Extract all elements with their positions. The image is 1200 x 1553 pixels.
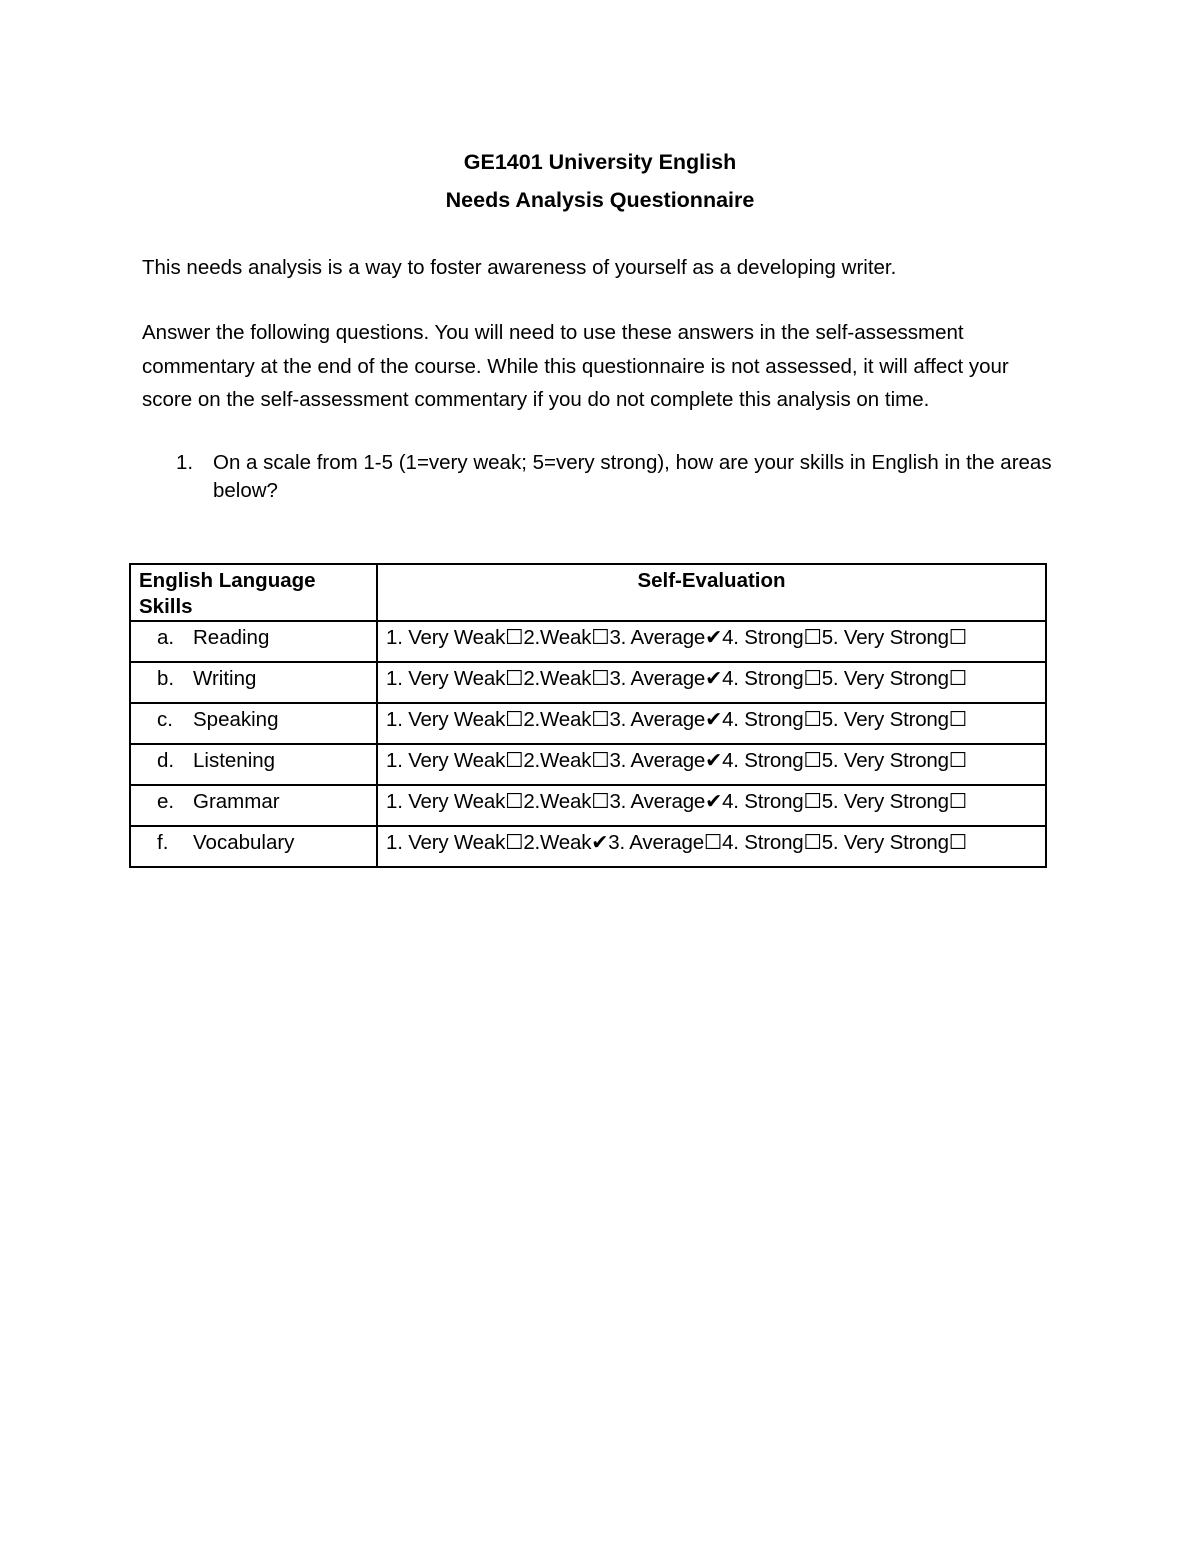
empty-checkbox-icon[interactable]: ☐ [505, 667, 524, 690]
option-label: 3. Average [608, 831, 704, 854]
table-header-row [130, 564, 1046, 621]
evaluation-cell [377, 703, 1046, 744]
option-label: 1. Very Weak [386, 667, 506, 690]
skill-name: Listening [193, 749, 276, 772]
questionnaire-title: Needs Analysis Questionnaire [445, 188, 755, 212]
option-label: 1. Very Weak [386, 790, 506, 813]
instructions-paragraph: Answer the following questions. You will need to use these answers in the self-assessment commentary at the end of the course. While this questionnaire is not assessed, it will affect your score on the self-assessment commentary if you do not complete this analysis on time. [142, 321, 1009, 411]
option-label: 5. Very Strong [821, 790, 949, 813]
skill-cell [130, 662, 377, 703]
option-label: 5. Very Strong [821, 831, 949, 854]
option-label: 4. Strong [722, 667, 804, 690]
table-row [130, 662, 1046, 703]
question-number: 1. [176, 451, 194, 474]
empty-checkbox-icon[interactable]: ☐ [948, 831, 967, 854]
empty-checkbox-icon[interactable]: ☐ [803, 667, 822, 690]
option-label: 4. Strong [722, 708, 804, 731]
header-evaluation: Self-Evaluation [377, 564, 1046, 621]
checked-box-icon[interactable]: ✔ [705, 749, 723, 772]
option-label: 1. Very Weak [386, 831, 506, 854]
option-label: 3. Average [609, 749, 706, 772]
skill-cell [130, 703, 377, 744]
evaluation-cell [377, 785, 1046, 826]
empty-checkbox-icon[interactable]: ☐ [803, 831, 822, 854]
checked-box-icon[interactable]: ✔ [705, 708, 723, 731]
skill-name: Writing [193, 667, 257, 690]
evaluation-cell [377, 621, 1046, 662]
skill-name: Reading [193, 626, 270, 649]
document-title [0, 143, 1200, 219]
empty-checkbox-icon[interactable]: ☐ [948, 749, 967, 772]
evaluation-cell [377, 662, 1046, 703]
empty-checkbox-icon[interactable]: ☐ [505, 708, 524, 731]
option-label: 5. Very Strong [821, 667, 949, 690]
empty-checkbox-icon[interactable]: ☐ [505, 790, 524, 813]
skill-cell [130, 744, 377, 785]
skill-name: Speaking [193, 708, 279, 731]
option-label: 3. Average [609, 790, 706, 813]
checked-box-icon[interactable]: ✔ [705, 667, 723, 690]
table-row [130, 785, 1046, 826]
skill-cell [130, 785, 377, 826]
empty-checkbox-icon[interactable]: ☐ [591, 626, 610, 649]
empty-checkbox-icon[interactable]: ☐ [803, 749, 822, 772]
question-text: On a scale from 1-5 (1=very weak; 5=very strong), how are your skills in English in the areas below? [213, 451, 1052, 502]
option-label: 1. Very Weak [386, 708, 506, 731]
skill-cell [130, 826, 377, 867]
empty-checkbox-icon[interactable]: ☐ [591, 667, 610, 690]
empty-checkbox-icon[interactable]: ☐ [591, 790, 610, 813]
skills-table-body [130, 621, 1046, 867]
option-label: 2.Weak [523, 708, 592, 731]
skill-letter: d. [157, 749, 175, 772]
option-label: 3. Average [609, 626, 706, 649]
empty-checkbox-icon[interactable]: ☐ [803, 708, 822, 731]
empty-checkbox-icon[interactable]: ☐ [505, 626, 524, 649]
evaluation-cell [377, 826, 1046, 867]
option-label: 1. Very Weak [386, 749, 506, 772]
skill-cell [130, 621, 377, 662]
option-label: 2.Weak [523, 749, 592, 772]
empty-checkbox-icon[interactable]: ☐ [803, 626, 822, 649]
skill-letter: b. [157, 667, 175, 690]
question-1 [176, 449, 1056, 505]
empty-checkbox-icon[interactable]: ☐ [505, 831, 524, 854]
option-label: 2.Weak [523, 667, 592, 690]
intro-paragraph: This needs analysis is a way to foster awareness of yourself as a developing writer. [142, 256, 897, 279]
option-label: 1. Very Weak [386, 626, 506, 649]
empty-checkbox-icon[interactable]: ☐ [948, 667, 967, 690]
option-label: 5. Very Strong [821, 749, 949, 772]
skills-table [129, 563, 1047, 868]
option-label: 3. Average [609, 708, 706, 731]
checked-box-icon[interactable]: ✔ [705, 790, 723, 813]
empty-checkbox-icon[interactable]: ☐ [591, 749, 610, 772]
header-skill: English Language Skills [130, 564, 377, 621]
evaluation-cell [377, 744, 1046, 785]
option-label: 4. Strong [722, 626, 804, 649]
empty-checkbox-icon[interactable]: ☐ [948, 708, 967, 731]
option-label: 2.Weak [523, 626, 592, 649]
empty-checkbox-icon[interactable]: ☐ [703, 831, 723, 854]
skill-name: Grammar [193, 790, 280, 813]
table-row [130, 703, 1046, 744]
table-row [130, 744, 1046, 785]
empty-checkbox-icon[interactable]: ☐ [505, 749, 524, 772]
empty-checkbox-icon[interactable]: ☐ [948, 626, 967, 649]
empty-checkbox-icon[interactable]: ☐ [803, 790, 822, 813]
table-row [130, 826, 1046, 867]
option-label: 3. Average [609, 667, 706, 690]
table-row [130, 621, 1046, 662]
option-label: 4. Strong [722, 790, 804, 813]
option-label: 5. Very Strong [821, 708, 949, 731]
option-label: 2.Weak [523, 790, 592, 813]
skill-letter: c. [157, 708, 173, 731]
skill-letter: f. [157, 831, 169, 854]
skill-name: Vocabulary [193, 831, 295, 854]
empty-checkbox-icon[interactable]: ☐ [591, 708, 610, 731]
skill-letter: e. [157, 790, 175, 813]
checked-box-icon[interactable]: ✔ [705, 626, 723, 649]
course-title: GE1401 University English [463, 150, 737, 174]
option-label: 5. Very Strong [821, 626, 949, 649]
option-label: 4. Strong [722, 831, 804, 854]
option-label: 4. Strong [722, 749, 804, 772]
empty-checkbox-icon[interactable]: ☐ [948, 790, 967, 813]
option-label: 2.Weak [523, 831, 592, 854]
checked-box-icon[interactable]: ✔ [591, 831, 609, 854]
skill-letter: a. [157, 626, 175, 649]
